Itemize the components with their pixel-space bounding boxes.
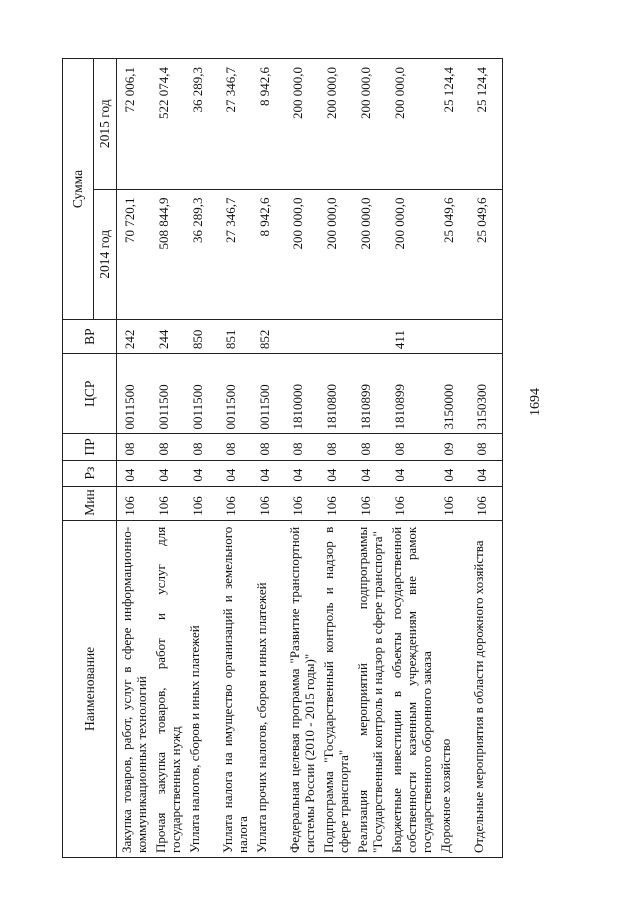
row-sum-2015: 200 000,0 [285, 59, 319, 190]
row-min: 106 [436, 486, 469, 520]
row-pr: 08 [218, 434, 252, 460]
row-rz: 04 [436, 460, 469, 486]
header-rz: Рз [63, 460, 117, 486]
table-row [319, 59, 353, 858]
row-pr: 08 [469, 434, 503, 460]
row-pr: 08 [252, 434, 285, 460]
table-row [117, 59, 152, 858]
row-rz: 04 [185, 460, 218, 486]
row-vr: 244 [151, 320, 185, 354]
row-min: 106 [117, 486, 152, 520]
table-row [218, 59, 252, 858]
row-pr: 08 [353, 434, 387, 460]
row-rz: 04 [151, 460, 185, 486]
row-name: Уплата налогов, сборов и иных платежей [185, 520, 218, 857]
row-csr: 3150000 [436, 354, 469, 434]
row-sum-2014: 200 000,0 [387, 189, 436, 319]
header-vr: ВР [63, 320, 117, 354]
row-csr: 1810000 [285, 354, 319, 434]
table-row [252, 59, 285, 858]
row-name: Дорожное хозяйство [436, 520, 469, 857]
row-pr: 09 [436, 434, 469, 460]
row-min: 106 [469, 486, 503, 520]
rotated-table-wrapper [62, 58, 622, 858]
row-vr: 242 [117, 320, 152, 354]
header-name: Наименование [63, 520, 117, 857]
row-csr: 0011500 [252, 354, 285, 434]
row-sum-2014: 27 346,7 [218, 189, 252, 319]
row-min: 106 [353, 486, 387, 520]
row-sum-2014: 25 049,6 [469, 189, 503, 319]
row-name: Уплата прочих налогов, сборов и иных платежей [252, 520, 285, 857]
row-sum-2015: 200 000,0 [353, 59, 387, 190]
row-pr: 08 [319, 434, 353, 460]
row-csr: 0011500 [218, 354, 252, 434]
row-sum-2014: 70 720,1 [117, 189, 152, 319]
table-row [469, 59, 503, 858]
table-row [185, 59, 218, 858]
row-min: 106 [185, 486, 218, 520]
row-name: Бюджетные инвестиции в объекты государственной собственности казенным учреждениям вне рамок государственного оборонного заказа [387, 520, 436, 857]
row-vr [319, 320, 353, 354]
row-sum-2014: 200 000,0 [319, 189, 353, 319]
row-rz: 04 [387, 460, 436, 486]
row-pr: 08 [117, 434, 152, 460]
row-sum-2014: 200 000,0 [285, 189, 319, 319]
row-sum-2015: 27 346,7 [218, 59, 252, 190]
row-csr: 0011500 [117, 354, 152, 434]
row-csr: 3150300 [469, 354, 503, 434]
row-name: Отдельные мероприятия в области дорожного хозяйства [469, 520, 503, 857]
row-min: 106 [218, 486, 252, 520]
row-name: Реализация мероприятий подпрограммы "Государственный контроль и надзор в сфере транспорта" [353, 520, 387, 857]
row-csr: 1810800 [319, 354, 353, 434]
row-name: Федеральная целевая программа "Развитие транспортной системы России (2010 - 2015 годы)" [285, 520, 319, 857]
header-2015: 2015 год [94, 59, 117, 190]
row-pr: 08 [387, 434, 436, 460]
row-sum-2015: 8 942,6 [252, 59, 285, 190]
row-min: 106 [387, 486, 436, 520]
row-name: Закупка товаров, работ, услуг в сфере информационно-коммуникационных технологий [117, 520, 152, 857]
row-csr: 1810899 [387, 354, 436, 434]
row-sum-2014: 200 000,0 [353, 189, 387, 319]
table-header [63, 59, 117, 858]
table-row [436, 59, 469, 858]
row-csr: 0011500 [151, 354, 185, 434]
row-sum-2015: 522 074,4 [151, 59, 185, 190]
header-sum: Сумма [63, 59, 94, 320]
row-name: Уплата налога на имущество организаций и земельного налога [218, 520, 252, 857]
row-sum-2014: 25 049,6 [436, 189, 469, 319]
row-sum-2015: 72 006,1 [117, 59, 152, 190]
row-rz: 04 [117, 460, 152, 486]
row-min: 106 [319, 486, 353, 520]
table-row [285, 59, 319, 858]
page-number: 1694 [528, 388, 543, 416]
header-2014: 2014 год [94, 189, 117, 319]
row-vr [436, 320, 469, 354]
row-min: 106 [252, 486, 285, 520]
row-sum-2015: 200 000,0 [387, 59, 436, 190]
row-sum-2015: 25 124,4 [469, 59, 503, 190]
row-rz: 04 [469, 460, 503, 486]
row-min: 106 [151, 486, 185, 520]
row-rz: 04 [319, 460, 353, 486]
row-sum-2014: 508 844,9 [151, 189, 185, 319]
row-pr: 08 [285, 434, 319, 460]
row-sum-2014: 36 289,3 [185, 189, 218, 319]
table-body [117, 59, 503, 858]
row-sum-2015: 200 000,0 [319, 59, 353, 190]
budget-table [62, 58, 503, 858]
row-csr: 1810899 [353, 354, 387, 434]
row-vr [469, 320, 503, 354]
row-sum-2015: 25 124,4 [436, 59, 469, 190]
header-csr: ЦСР [63, 354, 117, 434]
header-min: Мин [63, 486, 117, 520]
table-row [387, 59, 436, 858]
row-csr: 0011500 [185, 354, 218, 434]
row-vr: 850 [185, 320, 218, 354]
row-rz: 04 [252, 460, 285, 486]
row-sum-2014: 8 942,6 [252, 189, 285, 319]
row-vr [285, 320, 319, 354]
row-rz: 04 [218, 460, 252, 486]
table-row [353, 59, 387, 858]
row-sum-2015: 36 289,3 [185, 59, 218, 190]
row-vr: 411 [387, 320, 436, 354]
row-min: 106 [285, 486, 319, 520]
table-row [151, 59, 185, 858]
row-name: Подпрограмма "Государственный контроль и надзор в сфере транспорта" [319, 520, 353, 857]
row-name: Прочая закупка товаров, работ и услуг для государственных нужд [151, 520, 185, 857]
row-vr [353, 320, 387, 354]
row-vr: 852 [252, 320, 285, 354]
row-pr: 08 [185, 434, 218, 460]
row-rz: 04 [353, 460, 387, 486]
row-rz: 04 [285, 460, 319, 486]
row-vr: 851 [218, 320, 252, 354]
row-pr: 08 [151, 434, 185, 460]
header-pr: ПР [63, 434, 117, 460]
